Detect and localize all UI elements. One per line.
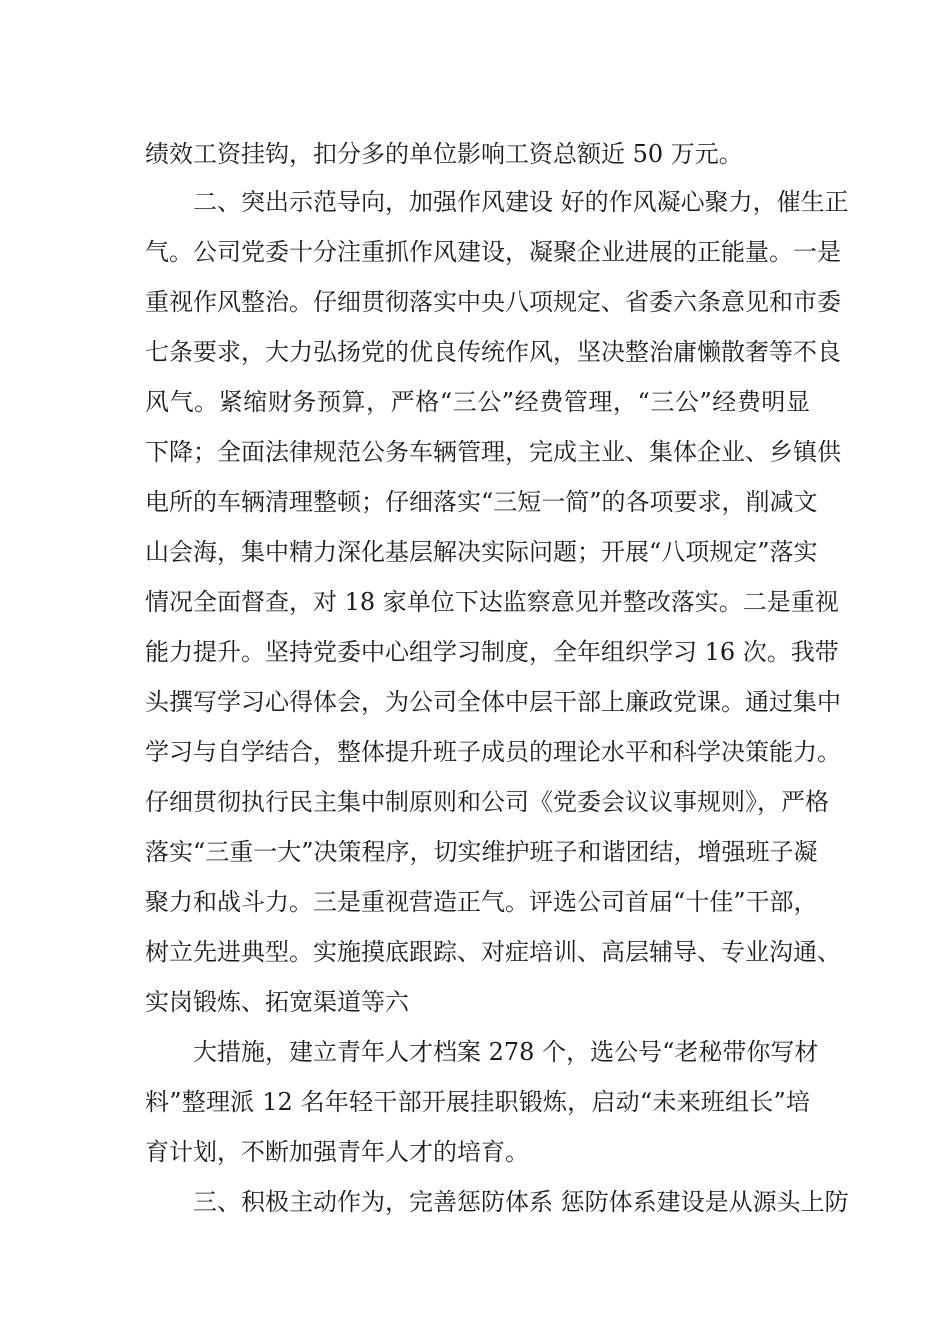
text-line: 绩效工资挂钩，扣分多的单位影响工资总额近 50 万元。 [145,140,743,168]
text-line: 仔细贯彻执行民主集中制原则和公司《党委会议议事规则》，严格 [145,788,829,816]
text-line: 头撰写学习心得体会，为公司全体中层干部上廉政党课。通过集中 [145,688,841,716]
text-line: 重视作风整治。仔细贯彻落实中央八项规定、省委六条意见和市委 [145,288,841,316]
text-line: 学习与自学结合，整体提升班子成员的理论水平和科学决策能力。 [145,738,841,766]
text-line: 实岗锻炼、拓宽渠道等六 [145,988,409,1016]
text-line: 七条要求，大力弘扬党的优良传统作风，坚决整治庸懒散奢等不良 [145,338,841,366]
text-line: 料”整理派 12 名年轻干部开展挂职锻炼，启动“未来班组长”培 [145,1088,810,1116]
section-heading-line: 三、积极主动作为，完善惩防体系 惩防体系建设是从源头上防 [193,1188,849,1216]
text-line: 风气。紧缩财务预算，严格“三公”经费管理，“三公”经费明显 [145,388,810,416]
text-line: 树立先进典型。实施摸底跟踪、对症培训、高层辅导、专业沟通、 [145,938,841,966]
text-line: 落实“三重一大”决策程序，切实维护班子和谐团结，增强班子凝 [145,838,818,866]
section-heading-line: 二、突出示范导向，加强作风建设 好的作风凝心聚力，催生正 [193,188,849,216]
text-line: 大措施，建立青年人才档案 278 个，选公号“老秘带你写材 [193,1038,819,1066]
text-line: 能力提升。坚持党委中心组学习制度，全年组织学习 16 次。我带 [145,638,839,666]
text-line: 情况全面督查，对 18 家单位下达监察意见并整改落实。二是重视 [145,588,839,616]
text-line: 山会海，集中精力深化基层解决实际问题；开展“八项规定”落实 [145,538,818,566]
text-line: 电所的车辆清理整顿；仔细落实“三短一简”的各项要求，削减文 [145,488,818,516]
text-line: 育计划，不断加强青年人才的培育。 [145,1138,529,1166]
text-line: 下降；全面法律规范公务车辆管理，完成主业、集体企业、乡镇供 [145,438,841,466]
text-line: 聚力和战斗力。三是重视营造正气。评选公司首届“十佳”干部， [145,888,818,916]
text-line: 气。公司党委十分注重抓作风建设，凝聚企业进展的正能量。一是 [145,238,841,266]
